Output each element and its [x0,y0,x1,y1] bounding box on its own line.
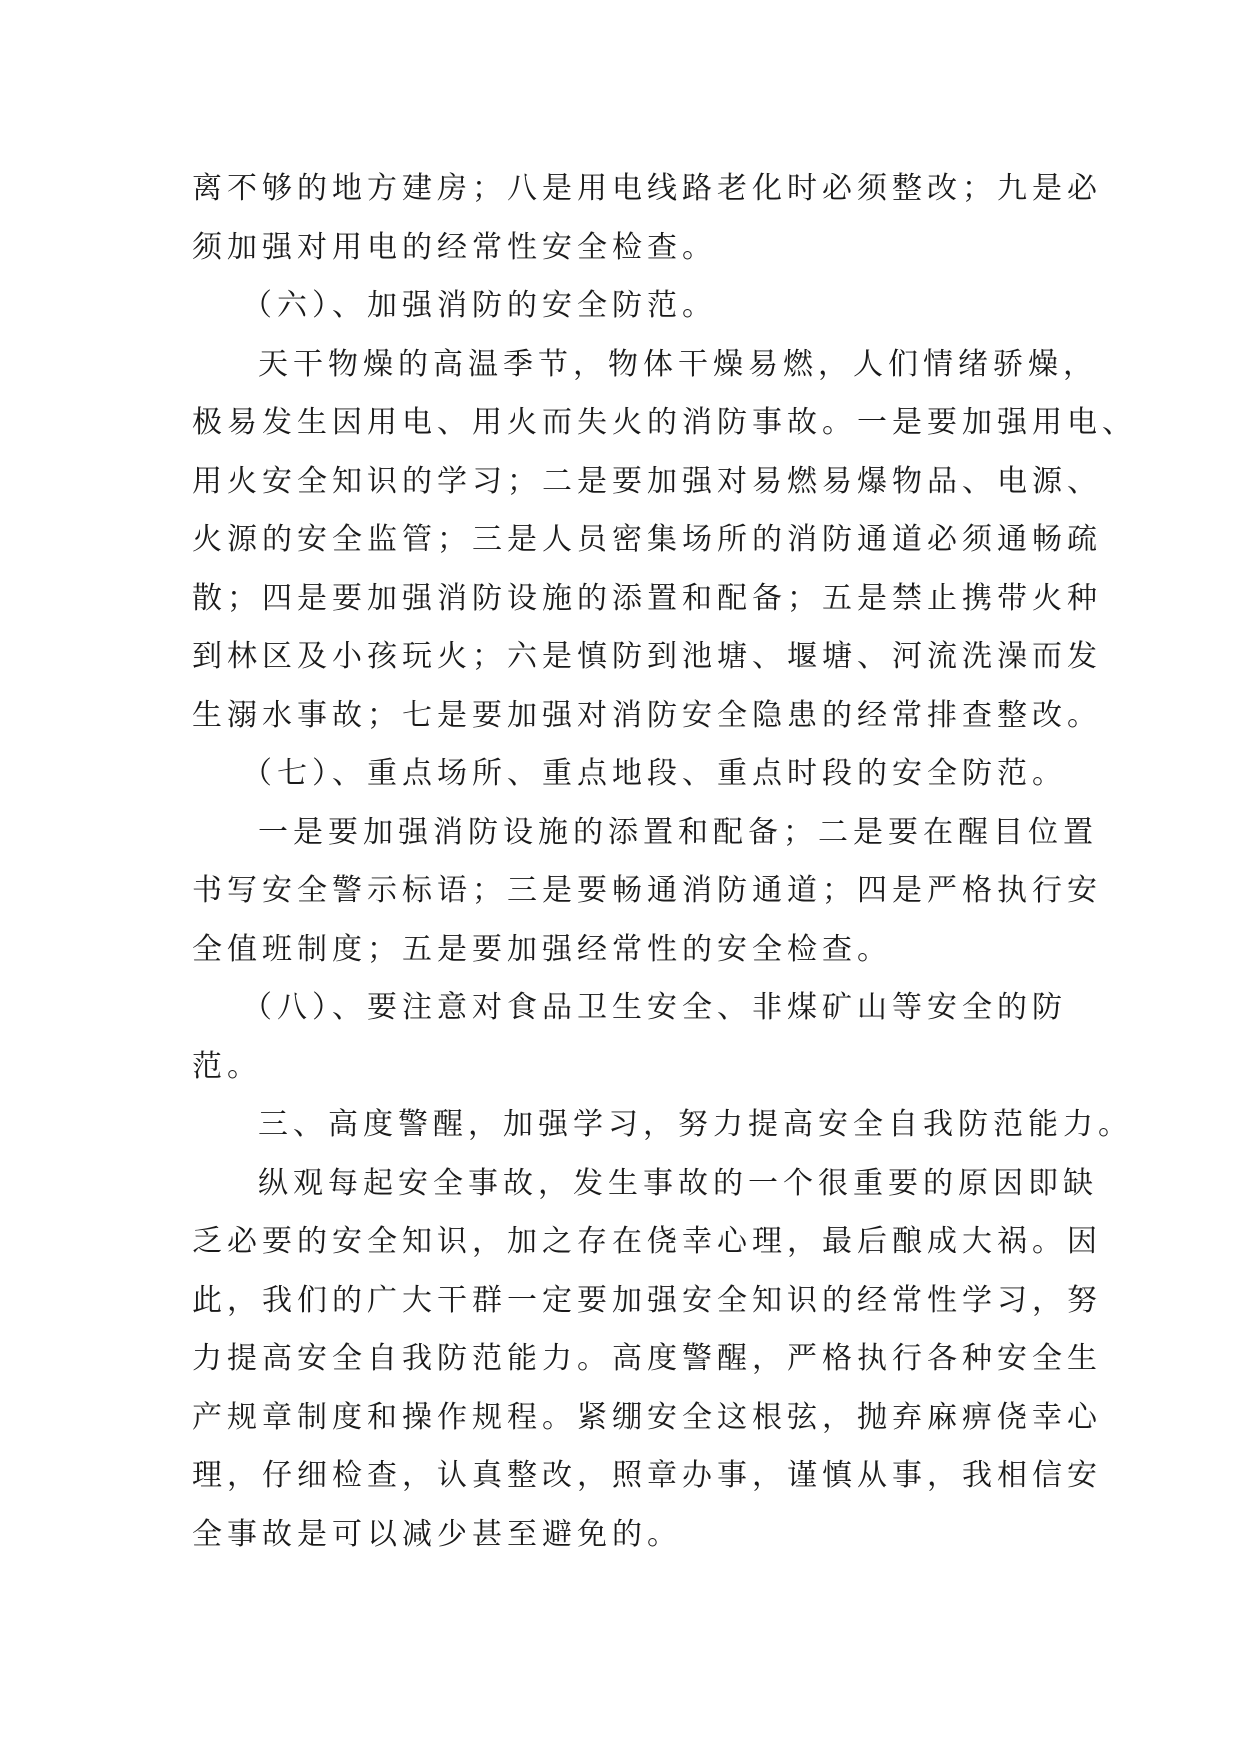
section-heading: 三、高度警醒，加强学习，努力提高安全自我防范能力。 [258,1107,1133,1142]
text-line: 散；四是要加强消防设施的添置和配备；五是禁止携带火种 [192,580,1102,616]
text-line: 离不够的地方建房；八是用电线路老化时必须整改；九是必 [192,171,1102,206]
text-line: 范。 [192,1048,262,1084]
section-heading: （八）、要注意对食品卫生安全、非煤矿山等安全的防 [242,990,1067,1025]
section-heading: （六）、加强消防的安全防范。 [242,288,717,323]
text-line: 书写安全警示标语；三是要畅通消防通道；四是严格执行安 [192,873,1102,908]
text-line: 乏必要的安全知识，加之存在侥幸心理，最后酿成大祸。因 [192,1224,1102,1259]
text-line: 力提高安全自我防范能力。高度警醒，严格执行各种安全生 [192,1341,1102,1376]
text-line: 极易发生因用电、用火而失火的消防事故。一是要加强用电、 [192,405,1137,440]
text-line: 产规章制度和操作规程。紧绷安全这根弦，抛弃麻痹侥幸心 [192,1399,1102,1435]
text-line: 生溺水事故；七是要加强对消防安全隐患的经常排查整改。 [192,697,1102,733]
text-line: 天干物燥的高温季节，物体干燥易燃，人们情绪骄燥， [258,346,1098,382]
text-line: 理，仔细检查，认真整改，照章办事，谨慎从事，我相信安 [192,1458,1102,1493]
text-line: 一是要加强消防设施的添置和配备；二是要在醒目位置 [258,814,1098,850]
document-body [192,160,1137,1564]
text-line: 须加强对用电的经常性安全检查。 [192,229,717,265]
text-line: 用火安全知识的学习；二是要加强对易燃易爆物品、电源、 [192,463,1102,499]
text-line: 火源的安全监管；三是人员密集场所的消防通道必须通畅疏 [192,522,1102,557]
text-line: 此，我们的广大干群一定要加强安全知识的经常性学习，努 [192,1282,1102,1318]
section-heading: （七）、重点场所、重点地段、重点时段的安全防范。 [242,756,1067,791]
text-line: 纵观每起安全事故，发生事故的一个很重要的原因即缺 [258,1165,1098,1201]
text-line: 全值班制度；五是要加强经常性的安全检查。 [192,931,892,967]
text-line: 全事故是可以减少甚至避免的。 [192,1516,682,1552]
text-line: 到林区及小孩玩火；六是慎防到池塘、堰塘、河流洗澡而发 [192,639,1102,674]
